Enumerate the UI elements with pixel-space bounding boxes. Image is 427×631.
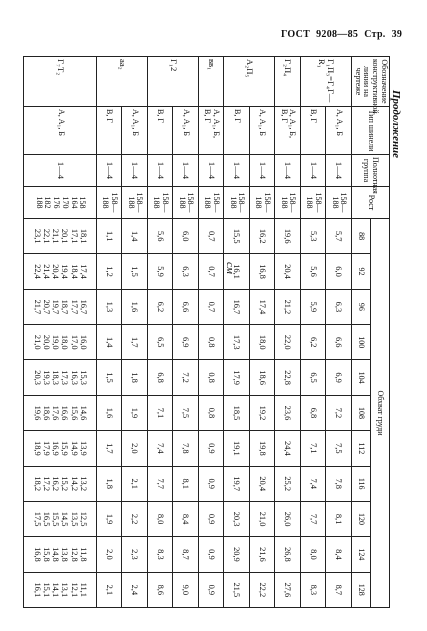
continuation-label: Продолжение xyxy=(390,90,402,159)
value-cell: 19,2 xyxy=(249,395,275,430)
value-cell: 25,2 xyxy=(275,466,301,501)
value-cell: 17,9 xyxy=(224,360,250,395)
fullness-cell: 1—4 xyxy=(147,155,173,187)
volume-header-cell: 124 xyxy=(351,537,370,572)
table-row xyxy=(198,57,224,608)
value-cell: 21,6 xyxy=(249,537,275,572)
value-cell: 2,4 xyxy=(122,572,148,607)
value-cell: 0,8 xyxy=(198,395,224,430)
value-cell: 13,2 14,2 15,2 16,2 17,2 18,2 xyxy=(24,466,96,501)
value-cell: 18,5 xyxy=(224,395,250,430)
value-cell: 16,7 xyxy=(224,289,250,324)
value-cell: 8,1 xyxy=(326,501,352,536)
fullness-cell: 1—4 xyxy=(224,155,250,187)
designation-cell: Г₁2 xyxy=(147,57,198,107)
header-designation: Обозначение конструктивной линии на чертеже xyxy=(351,57,389,107)
value-cell: 8,7 xyxy=(173,537,199,572)
value-cell: 2,1 xyxy=(122,466,148,501)
designation-cell: Г₁П₃=Г₄Г—R₁ xyxy=(300,57,351,107)
value-cell: 5,9 xyxy=(147,254,173,289)
value-cell: 8,6 xyxy=(147,572,173,607)
value-cell: 7,2 xyxy=(326,395,352,430)
value-cell: 1,7 xyxy=(122,325,148,360)
rotated-table-container xyxy=(32,56,390,608)
value-cell: 1,7 xyxy=(96,431,122,466)
type-cell: А, А₁, Б, В, Г xyxy=(275,107,301,155)
value-cell: 16,7 17,7 18,7 19,7 20,7 21,7 xyxy=(24,289,96,324)
type-cell: А, А₁, Б xyxy=(24,107,96,155)
type-cell: А, А₁, Б xyxy=(249,107,275,155)
value-cell: 17,4 18,4 19,4 20,4 21,4 22,4 xyxy=(24,254,96,289)
standard-label: ГОСТ xyxy=(281,29,311,40)
value-cell: 7,1 xyxy=(147,395,173,430)
value-cell: 1,2 xyxy=(96,254,122,289)
fullness-cell: 1—4 xyxy=(275,155,301,187)
value-cell: 15,5 xyxy=(224,219,250,254)
value-cell: 8,1 xyxy=(173,466,199,501)
table-row xyxy=(24,57,96,608)
value-cell: 19,1 xyxy=(224,431,250,466)
table-row xyxy=(96,57,122,608)
type-cell: А, А₁, Б xyxy=(326,107,352,155)
value-cell: 8,7 xyxy=(326,572,352,607)
value-cell: 1,5 xyxy=(122,254,148,289)
value-cell: 22,0 xyxy=(275,325,301,360)
volume-header-cell: 120 xyxy=(351,501,370,536)
value-cell: 6,6 xyxy=(173,289,199,324)
value-cell: 7,8 xyxy=(173,431,199,466)
value-cell: 5,7 xyxy=(326,219,352,254)
value-cell: 5,3 xyxy=(300,219,326,254)
type-cell: А, А₁, Б xyxy=(122,107,148,155)
designation-cell: вв₁ xyxy=(198,57,224,107)
header-volume: Обхват груди xyxy=(370,219,389,608)
header-type: Тип шинели xyxy=(351,107,389,155)
table-row xyxy=(147,57,173,608)
value-cell: 11,8 12,8 13,8 14,8 15,8 16,8 xyxy=(24,537,96,572)
value-cell: 0,8 xyxy=(198,360,224,395)
value-cell: 0,9 xyxy=(198,466,224,501)
value-cell: 16,8 xyxy=(249,254,275,289)
value-cell: 8,3 xyxy=(300,572,326,607)
value-cell: 1,9 xyxy=(96,501,122,536)
value-cell: 6,8 xyxy=(300,395,326,430)
value-cell: 7,4 xyxy=(300,466,326,501)
height-cell: 158— 188 xyxy=(300,187,326,219)
value-cell: 2,3 xyxy=(122,537,148,572)
value-cell: 6,2 xyxy=(147,289,173,324)
type-cell: В, Г xyxy=(96,107,122,155)
value-cell: 7,5 xyxy=(326,431,352,466)
value-cell: 2,0 xyxy=(122,431,148,466)
height-cell: 158— 188 xyxy=(147,187,173,219)
height-cell: 158 164 170 176 182 188 xyxy=(24,187,96,219)
type-cell: А, А₁, Б xyxy=(173,107,199,155)
designation-cell: Г₂П₄ xyxy=(275,57,301,107)
value-cell: 21,0 xyxy=(249,501,275,536)
value-cell: 6,6 xyxy=(326,325,352,360)
value-cell: 23,6 xyxy=(275,395,301,430)
value-cell: 1,3 xyxy=(96,289,122,324)
value-cell: 2,2 xyxy=(122,501,148,536)
value-cell: 7,8 xyxy=(326,466,352,501)
value-cell: 1,6 xyxy=(96,395,122,430)
volume-header-cell: 108 xyxy=(351,395,370,430)
value-cell: 0,9 xyxy=(198,501,224,536)
designation-cell: А₂П₅ xyxy=(224,57,275,107)
value-cell: 6,9 xyxy=(173,325,199,360)
value-cell: 18,1 17,1 20,1 21,1 22,1 23,1 xyxy=(24,219,96,254)
value-cell: 20,4 xyxy=(249,466,275,501)
table-row xyxy=(326,57,352,608)
page-header xyxy=(281,29,421,43)
header-height: Рост xyxy=(351,187,389,219)
value-cell: 1,9 xyxy=(122,395,148,430)
table-body xyxy=(24,57,351,608)
value-cell: 14,6 15,6 16,6 17,6 18,6 19,6 xyxy=(24,395,96,430)
value-cell: 20,9 xyxy=(224,537,250,572)
value-cell: 15,3 16,3 17,3 18,3 19,3 20,3 xyxy=(24,360,96,395)
unit-label: см xyxy=(224,262,236,274)
value-cell: 2,0 xyxy=(96,537,122,572)
value-cell: 8,0 xyxy=(300,537,326,572)
type-cell: В, Г xyxy=(224,107,250,155)
value-cell: 6,2 xyxy=(300,325,326,360)
height-cell: 158— 188 xyxy=(326,187,352,219)
fullness-cell: 1—4 xyxy=(198,155,224,187)
value-cell: 20,3 xyxy=(224,501,250,536)
value-cell: 21,5 xyxy=(224,572,250,607)
value-cell: 17,3 xyxy=(224,325,250,360)
value-cell: 17,4 xyxy=(249,289,275,324)
value-cell: 7,4 xyxy=(147,431,173,466)
value-cell: 16,2 xyxy=(249,219,275,254)
value-cell: 22,2 xyxy=(249,572,275,607)
value-cell: 0,7 xyxy=(198,289,224,324)
value-cell: 2,1 xyxy=(96,572,122,607)
value-cell: 5,9 xyxy=(300,289,326,324)
type-cell: В, Г xyxy=(147,107,173,155)
value-cell: 0,7 xyxy=(198,254,224,289)
page-number: 39 xyxy=(391,29,403,40)
value-cell: 6,0 xyxy=(173,219,199,254)
value-cell: 7,7 xyxy=(300,501,326,536)
table-row xyxy=(173,57,199,608)
header-fullness: Полнотная группа xyxy=(351,155,389,187)
height-cell: 158— 188 xyxy=(96,187,122,219)
value-cell: 8,0 xyxy=(147,501,173,536)
value-cell: 18,6 xyxy=(249,360,275,395)
value-cell: 0,7 xyxy=(198,219,224,254)
value-cell: 8,4 xyxy=(173,501,199,536)
value-cell: 24,4 xyxy=(275,431,301,466)
table-row xyxy=(300,57,326,608)
value-cell: 11,1 12,1 13,1 14,1 15,1 16,1 xyxy=(24,572,96,607)
value-cell: 7,5 xyxy=(173,395,199,430)
value-cell: 19,8 xyxy=(249,431,275,466)
value-cell: 1,1 xyxy=(96,219,122,254)
fullness-cell: 1—4 xyxy=(24,155,96,187)
value-cell: 5,6 xyxy=(300,254,326,289)
fullness-cell: 1—4 xyxy=(300,155,326,187)
designation-cell: аа₂ xyxy=(96,57,147,107)
value-cell: 7,1 xyxy=(300,431,326,466)
page-label: Стр. xyxy=(364,29,386,40)
value-cell: 8,3 xyxy=(147,537,173,572)
fullness-cell: 1—4 xyxy=(96,155,122,187)
table-row xyxy=(249,57,275,608)
height-cell: 158— 188 xyxy=(198,187,224,219)
volume-header-cell: 104 xyxy=(351,360,370,395)
value-cell: 1,5 xyxy=(96,360,122,395)
value-cell: 6,5 xyxy=(147,325,173,360)
value-cell: 16,1 xyxy=(224,254,250,289)
type-cell: А, А₁, Б, В, Г xyxy=(198,107,224,155)
value-cell: 9,0 xyxy=(173,572,199,607)
table-row xyxy=(275,57,301,608)
volume-header-cell: 100 xyxy=(351,325,370,360)
value-cell: 7,7 xyxy=(147,466,173,501)
value-cell: 20,4 xyxy=(275,254,301,289)
value-cell: 13,9 14,9 15,9 16,9 17,9 18,9 xyxy=(24,431,96,466)
value-cell: 22,8 xyxy=(275,360,301,395)
fullness-cell: 1—4 xyxy=(122,155,148,187)
value-cell: 0,9 xyxy=(198,431,224,466)
value-cell: 26,8 xyxy=(275,537,301,572)
value-cell: 12,5 13,5 14,5 15,5 16,5 17,5 xyxy=(24,501,96,536)
size-table xyxy=(23,56,390,608)
value-cell: 1,8 xyxy=(96,466,122,501)
volume-header-cell: 128 xyxy=(351,572,370,607)
standard-number: 9208—85 xyxy=(316,29,359,40)
value-cell: 18,0 xyxy=(249,325,275,360)
volume-header-cell: 88 xyxy=(351,219,370,254)
value-cell: 6,9 xyxy=(326,360,352,395)
height-cell: 158— 188 xyxy=(275,187,301,219)
height-cell: 158— 188 xyxy=(173,187,199,219)
table-row xyxy=(224,57,250,608)
value-cell: 8,4 xyxy=(326,537,352,572)
value-cell: 16,0 17,0 18,0 19,0 20,0 21,0 xyxy=(24,325,96,360)
type-cell: В, Г xyxy=(300,107,326,155)
volume-header-cell: 92 xyxy=(351,254,370,289)
value-cell: 6,3 xyxy=(173,254,199,289)
designation-cell: Г₇Т₂ xyxy=(24,57,96,107)
value-cell: 7,2 xyxy=(173,360,199,395)
value-cell: 6,0 xyxy=(326,254,352,289)
value-cell: 26,0 xyxy=(275,501,301,536)
value-cell: 1,4 xyxy=(122,219,148,254)
fullness-cell: 1—4 xyxy=(326,155,352,187)
value-cell: 6,5 xyxy=(300,360,326,395)
height-cell: 158— 188 xyxy=(224,187,250,219)
value-cell: 27,6 xyxy=(275,572,301,607)
value-cell: 0,9 xyxy=(198,572,224,607)
value-cell: 1,6 xyxy=(122,289,148,324)
height-cell: 158— 188 xyxy=(122,187,148,219)
height-cell: 158— 188 xyxy=(249,187,275,219)
table-row xyxy=(122,57,148,608)
fullness-cell: 1—4 xyxy=(249,155,275,187)
fullness-cell: 1—4 xyxy=(173,155,199,187)
value-cell: 6,8 xyxy=(147,360,173,395)
volume-header-cell: 116 xyxy=(351,466,370,501)
value-cell: 1,4 xyxy=(96,325,122,360)
value-cell: 5,6 xyxy=(147,219,173,254)
value-cell: 19,6 xyxy=(275,219,301,254)
volume-header-cell: 112 xyxy=(351,431,370,466)
value-cell: 6,3 xyxy=(326,289,352,324)
volume-header-cell: 96 xyxy=(351,289,370,324)
value-cell: 21,2 xyxy=(275,289,301,324)
value-cell: 1,8 xyxy=(122,360,148,395)
value-cell: 0,9 xyxy=(198,537,224,572)
value-cell: 19,7 xyxy=(224,466,250,501)
value-cell: 0,8 xyxy=(198,325,224,360)
